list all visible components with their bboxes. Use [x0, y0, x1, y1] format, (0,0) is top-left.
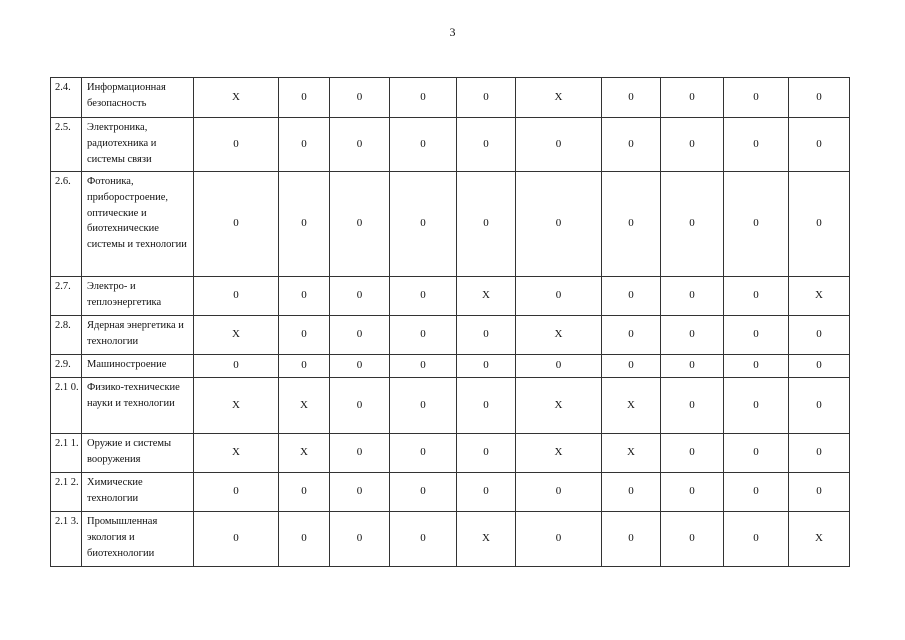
cell-value: 0	[789, 355, 850, 378]
table-row	[51, 172, 850, 277]
cell-value: 0	[516, 512, 602, 567]
cell-value: 0	[516, 473, 602, 512]
row-name: Электроника, радиотехника и системы связи	[82, 118, 194, 172]
cell-value: 0	[330, 277, 390, 316]
cell-value: 0	[330, 355, 390, 378]
cell-value: X	[279, 434, 330, 473]
cell-value: X	[194, 378, 279, 434]
cell-value: 0	[602, 316, 661, 355]
row-number: 2.7.	[51, 277, 82, 316]
cell-value: 0	[724, 118, 789, 172]
cell-value: 0	[390, 316, 457, 355]
cell-value: 0	[661, 277, 724, 316]
cell-value: 0	[516, 172, 602, 277]
cell-value: 0	[194, 473, 279, 512]
cell-value: 0	[724, 78, 789, 118]
cell-value: 0	[661, 512, 724, 567]
cell-value: 0	[457, 118, 516, 172]
cell-value: 0	[279, 118, 330, 172]
cell-value: 0	[330, 78, 390, 118]
cell-value: 0	[390, 512, 457, 567]
cell-value: 0	[724, 277, 789, 316]
cell-value: 0	[279, 78, 330, 118]
cell-value: 0	[516, 118, 602, 172]
row-number: 2.1 1.	[51, 434, 82, 473]
cell-value: X	[279, 378, 330, 434]
cell-value: 0	[661, 78, 724, 118]
cell-value: 0	[661, 378, 724, 434]
cell-value: 0	[194, 512, 279, 567]
cell-value: 0	[457, 355, 516, 378]
cell-value: 0	[330, 118, 390, 172]
table-body	[51, 78, 850, 567]
cell-value: 0	[724, 355, 789, 378]
cell-value: 0	[194, 277, 279, 316]
cell-value: 0	[661, 434, 724, 473]
table-row	[51, 378, 850, 434]
row-name: Информационная безопасность	[82, 78, 194, 118]
cell-value: 0	[279, 473, 330, 512]
cell-value: 0	[516, 355, 602, 378]
cell-value: 0	[602, 512, 661, 567]
row-number: 2.4.	[51, 78, 82, 118]
cell-value: X	[457, 512, 516, 567]
cell-value: X	[516, 378, 602, 434]
cell-value: 0	[602, 118, 661, 172]
cell-value: 0	[661, 355, 724, 378]
cell-value: 0	[457, 316, 516, 355]
cell-value: 0	[330, 316, 390, 355]
cell-value: 0	[279, 172, 330, 277]
cell-value: 0	[390, 434, 457, 473]
cell-value: 0	[390, 355, 457, 378]
cell-value: X	[194, 316, 279, 355]
cell-value: 0	[789, 378, 850, 434]
cell-value: 0	[194, 118, 279, 172]
cell-value: 0	[661, 473, 724, 512]
cell-value: 0	[789, 118, 850, 172]
cell-value: 0	[457, 172, 516, 277]
table-row	[51, 473, 850, 512]
cell-value: 0	[457, 434, 516, 473]
row-name: Оружие и системы вооружения	[82, 434, 194, 473]
cell-value: 0	[602, 355, 661, 378]
cell-value: 0	[724, 316, 789, 355]
cell-value: 0	[330, 473, 390, 512]
cell-value: 0	[457, 78, 516, 118]
cell-value: 0	[724, 473, 789, 512]
cell-value: 0	[457, 473, 516, 512]
cell-value: 0	[602, 78, 661, 118]
cell-value: 0	[789, 78, 850, 118]
cell-value: X	[789, 277, 850, 316]
row-name: Электро- и теплоэнергетика	[82, 277, 194, 316]
cell-value: 0	[330, 434, 390, 473]
cell-value: 0	[789, 473, 850, 512]
cell-value: X	[194, 78, 279, 118]
row-number: 2.1 3.	[51, 512, 82, 567]
cell-value: 0	[724, 378, 789, 434]
specialty-matrix-table	[50, 77, 850, 567]
cell-value: 0	[279, 277, 330, 316]
cell-value: 0	[661, 172, 724, 277]
cell-value: 0	[279, 355, 330, 378]
row-number: 2.6.	[51, 172, 82, 277]
row-name: Химические технологии	[82, 473, 194, 512]
row-name: Ядерная энергетика и технологии	[82, 316, 194, 355]
table-row	[51, 434, 850, 473]
table-row	[51, 78, 850, 118]
row-number: 2.9.	[51, 355, 82, 378]
cell-value: 0	[457, 378, 516, 434]
cell-value: 0	[661, 316, 724, 355]
cell-value: 0	[602, 172, 661, 277]
cell-value: 0	[330, 512, 390, 567]
cell-value: 0	[194, 172, 279, 277]
cell-value: 0	[390, 378, 457, 434]
cell-value: 0	[602, 277, 661, 316]
cell-value: X	[516, 434, 602, 473]
cell-value: 0	[390, 172, 457, 277]
cell-value: 0	[661, 118, 724, 172]
cell-value: 0	[724, 434, 789, 473]
cell-value: 0	[330, 378, 390, 434]
table-row	[51, 355, 850, 378]
row-name: Промышленная экология и биотехнологии	[82, 512, 194, 567]
table-row	[51, 512, 850, 567]
cell-value: 0	[390, 473, 457, 512]
cell-value: X	[602, 434, 661, 473]
cell-value: X	[789, 512, 850, 567]
cell-value: 0	[516, 277, 602, 316]
page-number: 3	[449, 25, 456, 39]
cell-value: 0	[194, 355, 279, 378]
table-row	[51, 277, 850, 316]
cell-value: 0	[279, 512, 330, 567]
cell-value: 0	[330, 172, 390, 277]
table-row	[51, 118, 850, 172]
cell-value: 0	[724, 172, 789, 277]
cell-value: 0	[279, 316, 330, 355]
row-number: 2.8.	[51, 316, 82, 355]
cell-value: X	[194, 434, 279, 473]
cell-value: X	[516, 316, 602, 355]
row-name: Машиностроение	[82, 355, 194, 378]
cell-value: 0	[789, 434, 850, 473]
cell-value: 0	[789, 316, 850, 355]
row-number: 2.5.	[51, 118, 82, 172]
table-row	[51, 316, 850, 355]
row-number: 2.1 0.	[51, 378, 82, 434]
row-name: Фотоника, приборостроение, оптические и биотехнические системы и технологии	[82, 172, 194, 277]
cell-value: 0	[390, 78, 457, 118]
cell-value: 0	[390, 118, 457, 172]
cell-value: 0	[724, 512, 789, 567]
cell-value: 0	[789, 172, 850, 277]
cell-value: X	[457, 277, 516, 316]
cell-value: X	[516, 78, 602, 118]
cell-value: X	[602, 378, 661, 434]
row-name: Физико-технические науки и технологии	[82, 378, 194, 434]
cell-value: 0	[390, 277, 457, 316]
row-number: 2.1 2.	[51, 473, 82, 512]
cell-value: 0	[602, 473, 661, 512]
